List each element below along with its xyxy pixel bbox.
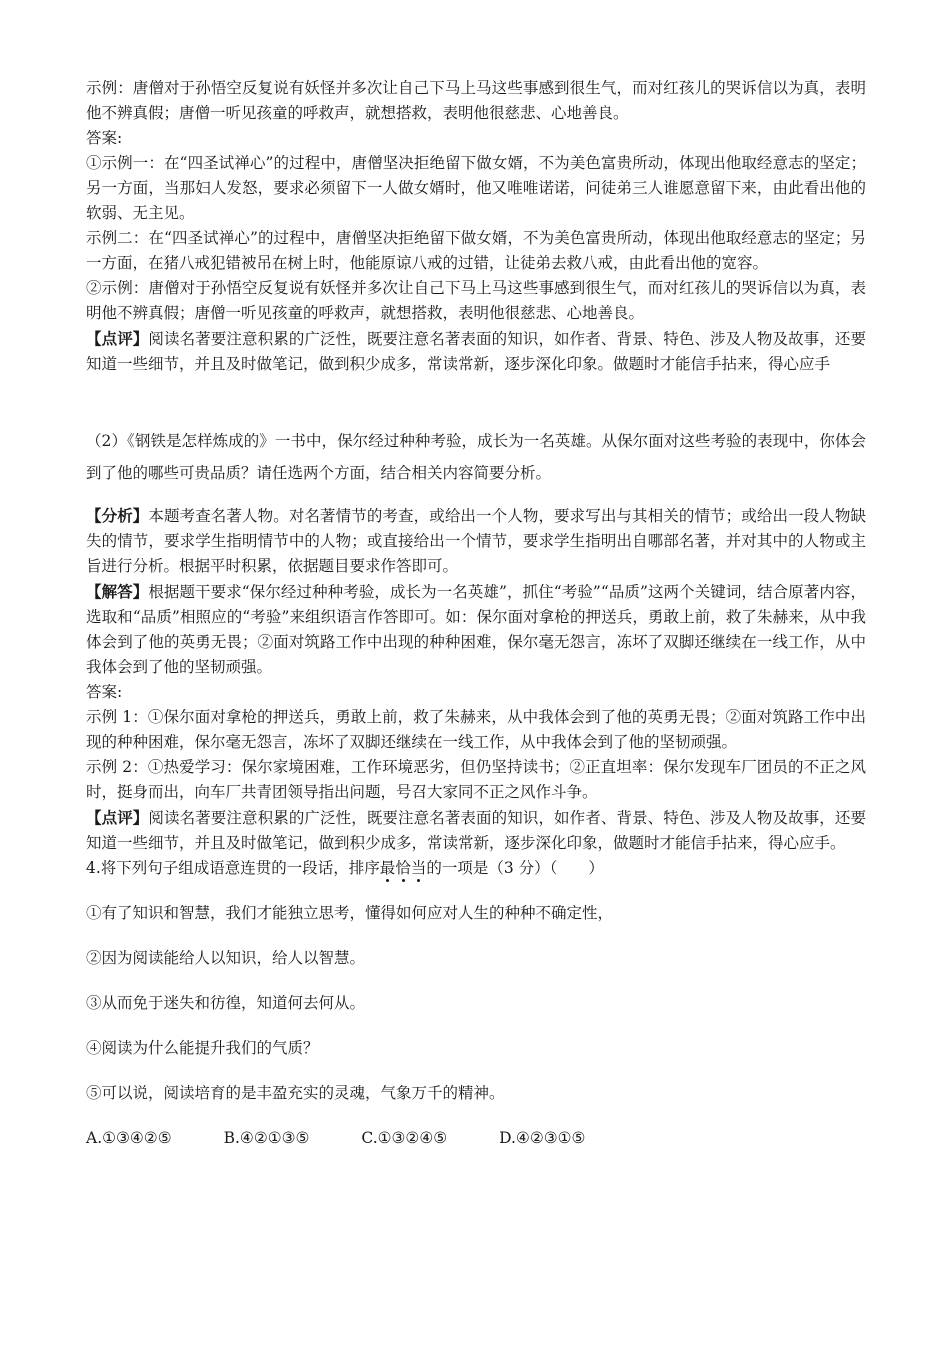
choice-b[interactable]: B.④②①③⑤ [223,1129,310,1147]
example-paragraph: 示例：唐僧对于孙悟空反复说有妖怪并多次让自己下马上马这些事感到很生气，而对红孩儿的哭诉信以为真，表明他不辨真假；唐僧一听见孩童的呼救声，就想搭救，表明他很慈悲、心地善良。 [86,79,866,122]
sentence-four: ④阅读为什么能提升我们的气质？ [86,1039,319,1057]
emphasis-char: 恰 [395,859,411,877]
choice-d[interactable]: D.④②③①⑤ [499,1129,586,1147]
answer-sample-one: 示例 1：①保尔面对拿枪的押送兵，勇敢上前，救了朱赫来，从中我体会到了他的英勇无畏；②面对筑路工作中出现的种种困难，保尔毫无怨言，冻坏了双脚还继续在一线工作，从中我体会到了他的坚韧顽强。 [86,708,866,751]
question-four: 4.将下列句子组成语意连贯的一段话，排序最恰当的一项是（3 分）（ ） [86,859,604,877]
choice-a[interactable]: A.①③④②⑤ [86,1129,172,1147]
analysis-text: 本题考查名著人物。对名著情节的考查，或给出一个人物，要求写出与其相关的情节；或给出一段人物缺失的情节，要求学生指明情节中的人物；或直接给出一个情节，要求学生指明出自哪部名著，并对其中的人物或主旨进行分析。根据平时积累，依据题目要求作答即可。 [86,507,866,575]
emphasis-char: 最 [379,859,396,877]
answer-choices [86,1126,866,1151]
choice-c[interactable]: C.①③②④⑤ [361,1129,448,1147]
sentence-one: ①有了知识和智慧，我们才能独立思考，懂得如何应对人生的种种不确定性， [86,904,614,922]
answer-example-two: 示例二：在“四圣试禅心”的过程中，唐僧坚决拒绝留下做女婿，不为美色富贵所动，体现出他取经意志的坚定；另一方面，在猪八戒犯错被吊在树上时，他能原谅八戒的过错，让徒弟去救八戒，由此看出他的宽容。 [86,229,866,272]
answer-label: 答案: [86,129,123,147]
analysis-label: 【分析】 [86,506,149,525]
emphasis-char: 当 [410,859,427,877]
comment-text-two: 阅读名著要注意积累的广泛性，既要注意名著表面的知识，如作者、背景、特色、涉及人物及故事，还要知道一些细节，并且及时做笔记，做到积少成多，常读常新，逐步深化印象，做题时才能信手拈来，得心应手。 [86,809,866,852]
sentence-five: ⑤可以说，阅读培育的是丰盈充实的灵魂，气象万千的精神。 [86,1084,505,1102]
answer-label-two: 答案: [86,683,123,701]
answer-sample-two: 示例 2：①热爱学习：保尔家境困难，工作环境恶劣，但仍坚持读书；②正直坦率：保尔发现车厂团员的不正之风时，挺身而出，向车厂共青团领导指出问题，号召大家同不正之风作斗争。 [86,758,866,801]
comment-label: 【点评】 [86,329,149,348]
document-page [86,76,866,1151]
sentence-two: ②因为阅读能给人以知识，给人以智慧。 [86,949,366,967]
question-two: （2）《钢铁是怎样炼成的》一书中，保尔经过种种考验，成长为一名英雄。从保尔面对这些考验的表现中，你体会到了他的哪些可贵品质？请任选两个方面，结合相关内容简要分析。 [86,432,866,482]
solution-paragraph [86,579,866,680]
comment-label-two: 【点评】 [86,808,149,827]
answer-example-three: ②示例：唐僧对于孙悟空反复说有妖怪并多次让自己下马上马这些事感到很生气，而对红孩儿的哭诉信以为真，表明他不辨真假；唐僧一听见孩童的呼救声，就想搭救，表明他很慈悲、心地善良。 [86,279,866,322]
sentence-three: ③从而免于迷失和彷徨，知道何去何从。 [86,994,366,1012]
solution-text: 根据题干要求“保尔经过种种考验，成长为一名英雄”，抓住“考验”“品质”这两个关键词，结合原著内容，选取和“品质”相照应的“考验”来组织语言作答即可。如：保尔面对拿枪的押送兵，勇敢上前，救了朱赫来，从中我体会到了他的英勇无畏；②面对筑路工作中出现的种种困难，保尔毫无怨言，冻坏了双脚还继续在一线工作，从中我体会到了他的坚韧顽强。 [86,583,866,676]
comment-paragraph-two [86,805,866,856]
answer-example-one: ①示例一：在“四圣试禅心”的过程中，唐僧坚决拒绝留下做女婿，不为美色富贵所动，体现出他取经意志的坚定；另一方面，当那妇人发怒，要求必须留下一人做女婿时，他又唯唯诺诺，问徒弟三人谁愿意留下来，由此看出他的软弱、无主见。 [86,154,866,222]
solution-label: 【解答】 [86,582,149,601]
comment-text: 阅读名著要注意积累的广泛性，既要注意名著表面的知识，如作者、背景、特色、涉及人物及故事，还要知道一些细节，并且及时做笔记，做到积少成多，常读常新，逐步深化印象。做题时才能信手拈来，得心应手 [86,330,866,373]
analysis-paragraph [86,503,866,579]
comment-paragraph [86,326,866,377]
